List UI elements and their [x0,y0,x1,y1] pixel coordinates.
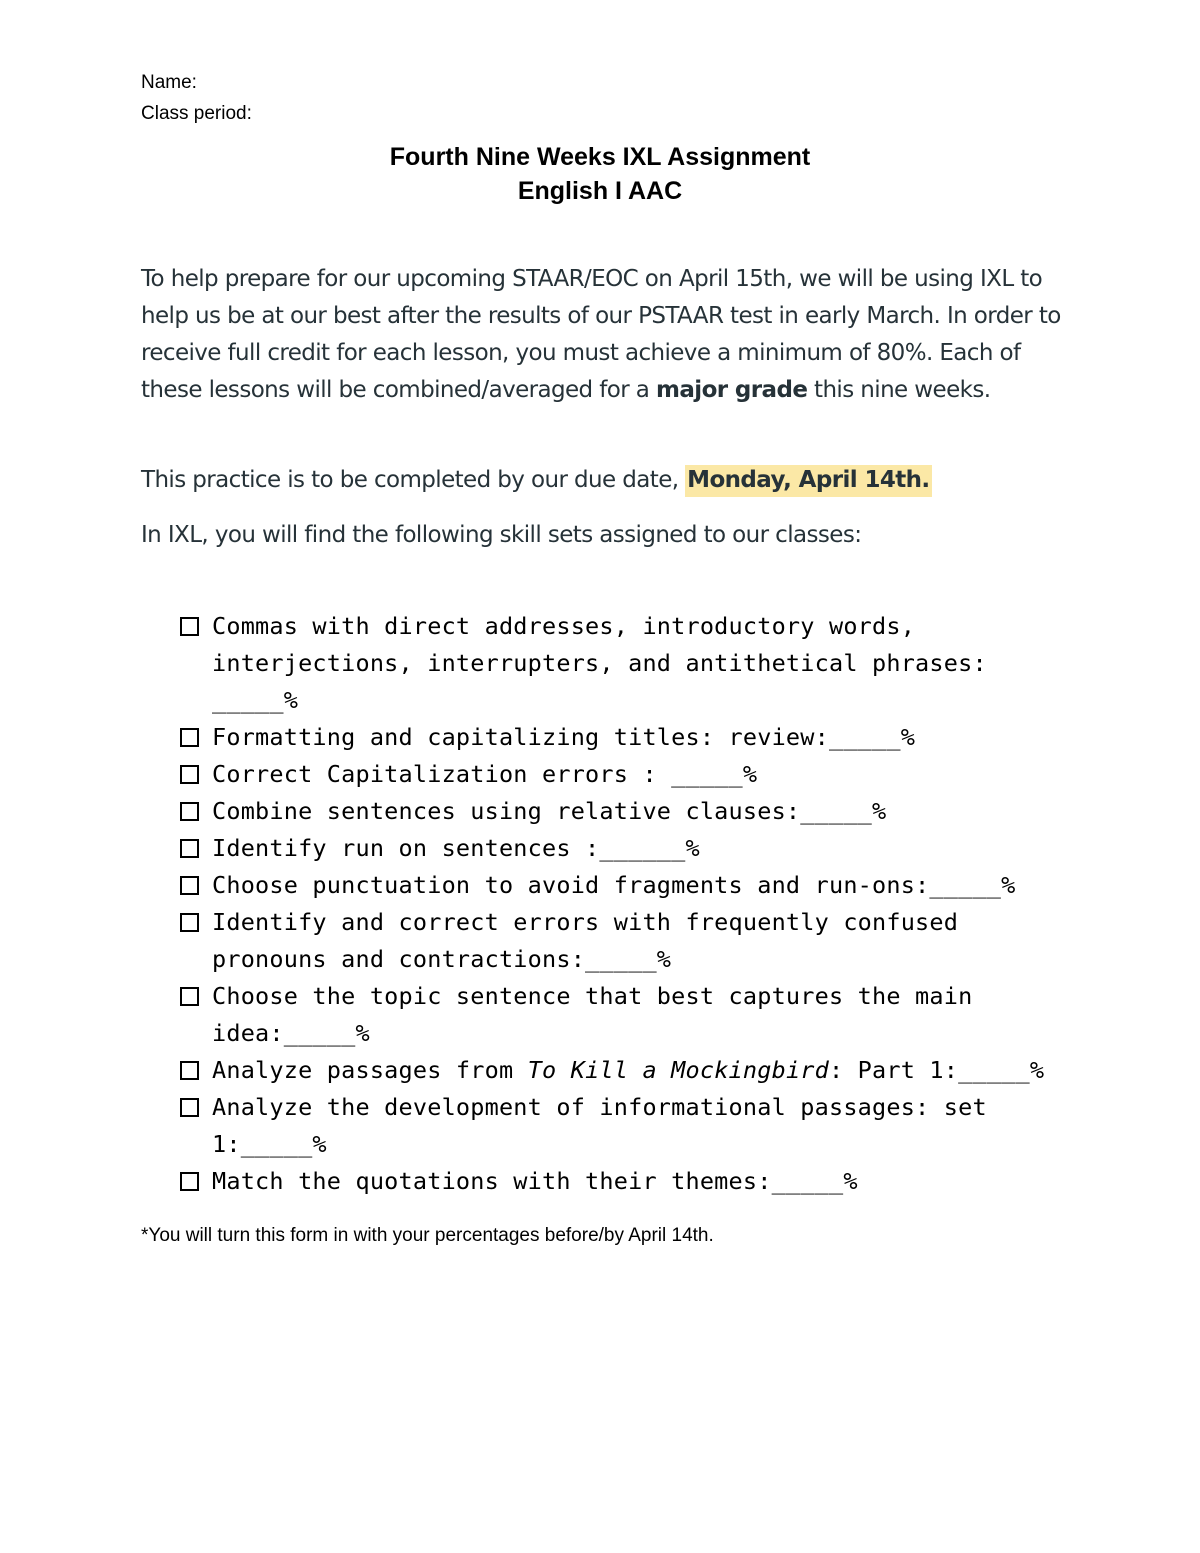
checklist-item [178,1163,1078,1200]
checkbox-icon[interactable] [180,1172,199,1191]
skill-text: Identify and correct errors with frequently confused pronouns and contractions:_____% [212,908,959,973]
checklist-item [178,978,1078,1052]
checkbox-icon[interactable] [180,765,199,784]
skill-text: Commas with direct addresses, introductory words, interjections, interrupters, and antithetical phrases: _____% [212,612,987,714]
name-label: Name: [141,72,197,93]
checklist-item [178,793,1078,830]
skill-text: Combine sentences using relative clauses:_____% [212,797,887,825]
footnote: *You will turn this form in with your percentages before/by April 14th. [141,1225,714,1246]
checklist-item [178,830,1078,867]
due-date-paragraph [141,462,1081,499]
document-title: Fourth Nine Weeks IXL Assignment [389,143,811,171]
intro-text-part1: To help prepare for our upcoming STAAR/EOC on April 15th, we will be using IXL to help us be at our best after the results of our PSTAAR test in early March. In order to receive full credit for each lesson, you must achieve a minimum of 80%. Each of these lessons will be combined/averaged for a [141,266,1061,403]
intro-paragraph [141,261,1081,409]
checklist-item [178,904,1078,978]
skill-text: Choose punctuation to avoid fragments and run-ons:_____% [212,871,1016,899]
checkbox-icon[interactable] [180,617,199,636]
skill-text: Choose the topic sentence that best captures the main idea:_____% [212,982,973,1047]
checkbox-icon[interactable] [180,802,199,821]
skill-text: Analyze the development of informational passages: set 1:_____% [212,1093,987,1158]
intro-text-part2: this nine weeks. [807,377,991,403]
checkbox-icon[interactable] [180,987,199,1006]
class-period-label: Class period: [141,103,252,124]
book-title: To Kill a Mockingbird [527,1056,829,1084]
checkbox-icon[interactable] [180,728,199,747]
checklist-item [178,1089,1078,1163]
skill-text: Formatting and capitalizing titles: review:_____% [212,723,916,751]
checklist-item [178,756,1078,793]
checklist-item [178,1052,1078,1089]
skill-text: Identify run on sentences :______% [212,834,700,862]
due-date-highlight: Monday, April 14th. [685,465,931,497]
checkbox-icon[interactable] [180,1061,199,1080]
checklist-item [178,719,1078,756]
document-subtitle: English I AAC [517,177,683,205]
assigned-skills-intro: In IXL, you will find the following skill sets assigned to our classes: [141,522,862,548]
checklist-item [178,867,1078,904]
checkbox-icon[interactable] [180,1098,199,1117]
skill-text-suffix: : Part 1:_____% [828,1056,1045,1084]
checkbox-icon[interactable] [180,913,199,932]
skill-checklist [178,608,1078,1200]
checkbox-icon[interactable] [180,839,199,858]
skill-text: Match the quotations with their themes:_____% [212,1167,858,1195]
skill-text: Analyze passages from [212,1056,528,1084]
checkbox-icon[interactable] [180,876,199,895]
skill-text: Correct Capitalization errors : _____% [212,760,758,788]
due-date-prefix: This practice is to be completed by our due date, [141,467,686,493]
checklist-item [178,608,1078,719]
major-grade-text: major grade [656,377,808,403]
